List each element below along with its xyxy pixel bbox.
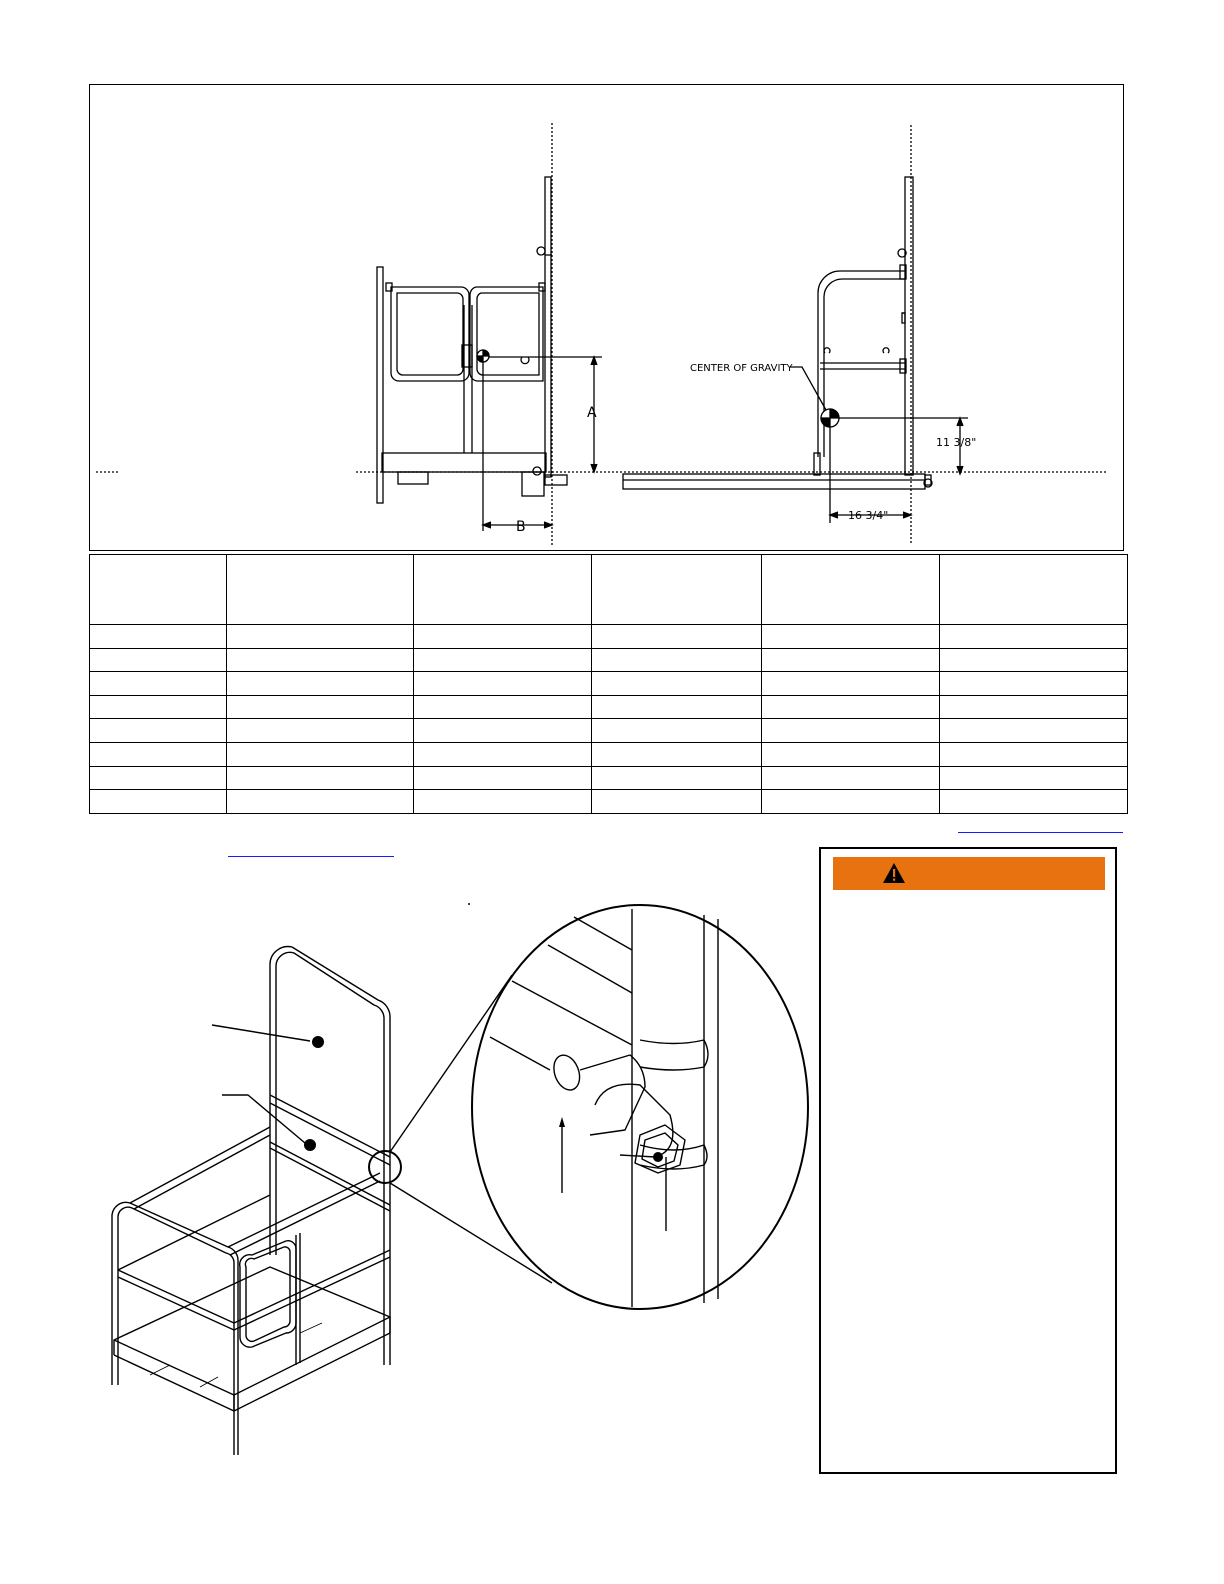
table-cell: [90, 766, 227, 790]
cog-drawing-svg: [90, 85, 1125, 552]
table-cell: [592, 766, 762, 790]
horizontal-dimension-label: 16 3/4": [848, 509, 889, 522]
table-header-cell: [762, 555, 940, 625]
front-view-cog-symbol: [477, 350, 489, 362]
table-cell: [592, 672, 762, 696]
detail-connector-lower: [390, 1183, 552, 1283]
table-cell: [227, 790, 414, 814]
table-row: [90, 624, 1128, 648]
table-row: [90, 766, 1128, 790]
front-view-platform: [377, 177, 567, 503]
table-cell: [227, 695, 414, 719]
table-row: [90, 790, 1128, 814]
center-of-gravity-drawing: [89, 84, 1124, 551]
table-cell: [414, 743, 592, 767]
table-cell: [592, 743, 762, 767]
detail-locator-circle: [369, 1151, 401, 1183]
dimension-b-label: B: [516, 519, 526, 535]
table-cell: [414, 672, 592, 696]
table-cell: [227, 743, 414, 767]
side-view-platform: [623, 177, 932, 489]
table-row: [90, 672, 1128, 696]
callout-leader-upper: [212, 1025, 310, 1041]
table-cell: [762, 648, 940, 672]
table-cell: [762, 766, 940, 790]
callout-dot-upper: [312, 1036, 324, 1048]
table-cell: [414, 790, 592, 814]
center-of-gravity-leader: [790, 367, 826, 410]
table-cell: [940, 672, 1128, 696]
table-cell: [90, 648, 227, 672]
table-cell: [90, 672, 227, 696]
table-cell: [940, 695, 1128, 719]
table-cell: [90, 624, 227, 648]
table-header-row: [90, 555, 1128, 625]
table-cell: [762, 743, 940, 767]
table-cell: [592, 695, 762, 719]
table-cell: [592, 790, 762, 814]
table-cell: [762, 790, 940, 814]
table-cell: [414, 648, 592, 672]
table-cell: [414, 766, 592, 790]
table-cell: [90, 695, 227, 719]
side-view-cog-symbol: [821, 409, 839, 427]
detail-view-ellipse: [472, 905, 808, 1309]
table-cell: [227, 672, 414, 696]
table-cell: [90, 743, 227, 767]
table-cell: [592, 719, 762, 743]
table-row: [90, 648, 1128, 672]
table-cell: [940, 648, 1128, 672]
table-cell: [762, 695, 940, 719]
table-header-cell: [940, 555, 1128, 625]
table-header-cell: [414, 555, 592, 625]
table-row: [90, 719, 1128, 743]
detail-callout-dot: [653, 1152, 663, 1162]
table-header-cell: [90, 555, 227, 625]
detail-view-contents: [490, 909, 718, 1307]
table-cell: [227, 624, 414, 648]
dimension-a-label: A: [587, 405, 597, 421]
table-cell: [90, 719, 227, 743]
table-cell: [227, 766, 414, 790]
table-cell: [940, 719, 1128, 743]
warning-box: [819, 847, 1117, 1474]
callout-leader-lower: [222, 1095, 305, 1143]
warning-banner: [833, 857, 1105, 890]
vertical-dimension-label: 11 3/8": [936, 436, 977, 449]
hyperlink-underline-left[interactable]: [228, 856, 394, 857]
table-header-cell: [592, 555, 762, 625]
platform-isometric-illustration: [100, 895, 820, 1465]
table-cell: [414, 624, 592, 648]
table-header-cell: [227, 555, 414, 625]
detail-arrowhead: [559, 1117, 565, 1127]
table-cell: [227, 648, 414, 672]
table-cell: [414, 719, 592, 743]
detail-connector-upper: [390, 975, 512, 1152]
callout-dot-lower: [304, 1139, 316, 1151]
platform-spec-table: [89, 554, 1128, 814]
table-cell: [940, 624, 1128, 648]
table-row: [90, 695, 1128, 719]
table-cell: [762, 719, 940, 743]
table-cell: [940, 790, 1128, 814]
table-cell: [592, 624, 762, 648]
exclamation-triangle-icon: [881, 861, 907, 885]
hyperlink-underline-right[interactable]: [958, 832, 1123, 833]
table-cell: [940, 766, 1128, 790]
table-cell: [762, 624, 940, 648]
back-panel: [270, 947, 390, 1365]
table-cell: [414, 695, 592, 719]
table-cell: [940, 743, 1128, 767]
table-cell: [227, 719, 414, 743]
front-cage: [112, 1127, 390, 1455]
center-of-gravity-label: CENTER OF GRAVITY: [690, 363, 793, 374]
table-cell: [90, 790, 227, 814]
table-row: [90, 743, 1128, 767]
table-cell: [762, 672, 940, 696]
stray-mark: [468, 903, 470, 905]
table-cell: [592, 648, 762, 672]
